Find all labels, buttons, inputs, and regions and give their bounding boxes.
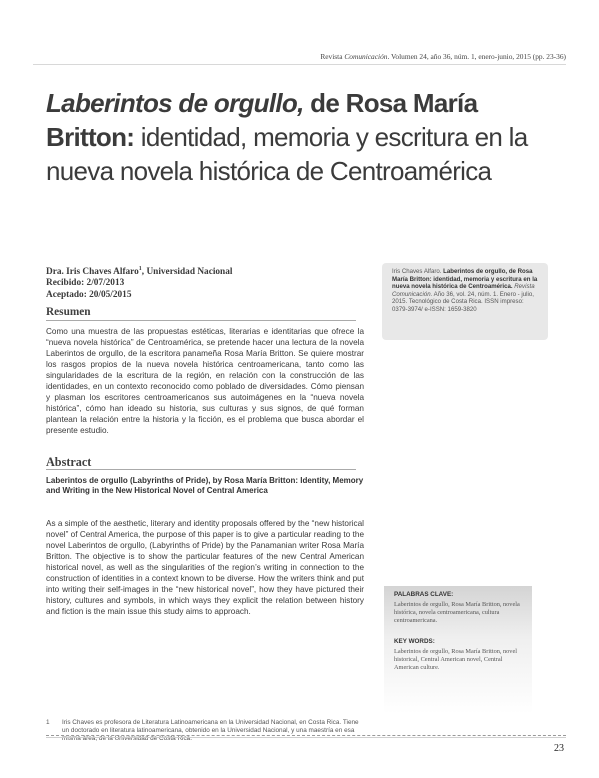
resumen-text: Como una muestra de las propuestas estéticas, literarias e identitarias que ofrece la “nueva novela histórica” de Centroamérica, se pretende hacer una lectura de la novela Laberintos de orgullo, de la escritora panameña Rosa María Britton. Se quiere mostrar los rasgos propios de la nueva novela histórica centroamericana, tanto como las singularidades de la escritura de la región, en relación con la construcción de las identidades, en un contexto reconocido como poblado de diversidades. Cómo piensan y plasman los escritores centroamericanos sus autoimágenes en la “nueva novela histórica”, cómo han ideado su historia, sus culturas y sus signos, de qué forman plantean la relación entre la historia y la ficción, es el problema que busca abordar el presente estudio. — [46, 327, 364, 436]
citation-author: Iris Chaves Alfaro. — [392, 268, 444, 275]
accepted-date: Aceptado: 20/05/2015 — [46, 289, 132, 300]
author-note-mark: 1 — [138, 266, 142, 272]
citation-box — [382, 263, 548, 340]
keywords-es-label: PALABRAS CLAVE: — [394, 591, 454, 598]
keywords-spacer — [394, 625, 524, 638]
footer-divider-secondary — [46, 737, 566, 738]
keywords-es-text: Laberintos de orgullo, Rosa María Britton, novela histórica, novela centroamericana, cultura centroamericana. — [394, 601, 520, 624]
running-head — [320, 52, 566, 61]
keywords-en-label: KEY WORDS: — [394, 638, 435, 645]
resumen-divider — [46, 320, 356, 321]
abstract-title: Laberintos de orgullo (Labyrinths of Pride), by Rosa María Britton: Identity, Memory and Writing in the New Historical Novel of Central America — [46, 476, 364, 496]
author-name: Dra. Iris Chaves Alfaro — [46, 267, 139, 278]
received-date: Recibido: 2/07/2013 — [46, 278, 125, 289]
running-head-prefix: Revista — [320, 52, 345, 61]
footnote — [46, 719, 361, 743]
resumen-heading: Resumen — [46, 306, 91, 318]
running-head-magazine: Comunicación — [344, 52, 388, 61]
citation-title: Laberintos de orgullo, de Rosa María Britton: identidad, memoria y escritura en la nueva novela histórica de Centroamérica. — [392, 268, 538, 291]
citation-details: Año 36, vol. 24, núm. 1. Enero - julio, 2015. Tecnológico de Costa Rica. ISSN impreso: 0379-3974/ e-ISSN: 1659-3820 — [392, 290, 534, 313]
abstract-heading: Abstract — [46, 455, 92, 469]
footnote-text: Iris Chaves es profesora de Literatura Latinoamericana en la Universidad Nacional, en Costa Rica. Tiene un doctorado en literatura latinoamericana, obtenido en la Universidad Nacional, y una maestría en esa misma área, de la Universidad de Costa Rica. — [62, 719, 359, 742]
author-affiliation: , Universidad Nacional — [141, 267, 233, 278]
title-rest: identidad, memoria y escritura en la nueva novela histórica de Centroamérica — [46, 122, 528, 186]
footer-divider — [46, 735, 566, 736]
abstract-text: As a simple of the aesthetic, literary and identity proposals offered by the “new historical novel” of Central America, the purpose of this paper is to give a particular reading to the novel Laberintos de orgullo, (Labyrinths of Pride) by the Panamanian writer Rosa María Britton. The objective is to show the particular features of the new Central American historical novel, as well as the singularities of the region’s writing in connection to the construction of identities in a context known to be diverse. How the writers think and put into writing their self-images in the “new historical novel”, how they have pictured their history, cultures and symbols, in which ways they explicit the relation between history and fiction is the main issue this study aims to approach. — [46, 519, 364, 617]
abstract-divider — [46, 469, 356, 470]
article-title — [46, 86, 566, 188]
article-meta — [46, 264, 232, 301]
footnote-mark: 1 — [46, 719, 50, 726]
title-book: Laberintos de orgullo, — [46, 88, 304, 118]
author-line — [46, 264, 232, 278]
keywords-box — [384, 586, 532, 714]
citation-journal: Revista Comunicación. — [392, 283, 535, 298]
title-author-part2: Britton: — [46, 122, 135, 152]
title-author-part1: de Rosa María — [303, 88, 478, 118]
page-number: 23 — [554, 743, 564, 754]
header-divider — [33, 64, 566, 65]
keywords-en-text: Laberintos de orgullo, Rosa María Britton, novel historical, Central American novel, Central American culture. — [394, 648, 518, 671]
running-head-suffix: . Volumen 24, año 36, núm. 1, enero-junio, 2015 (pp. 23-36) — [387, 52, 566, 61]
